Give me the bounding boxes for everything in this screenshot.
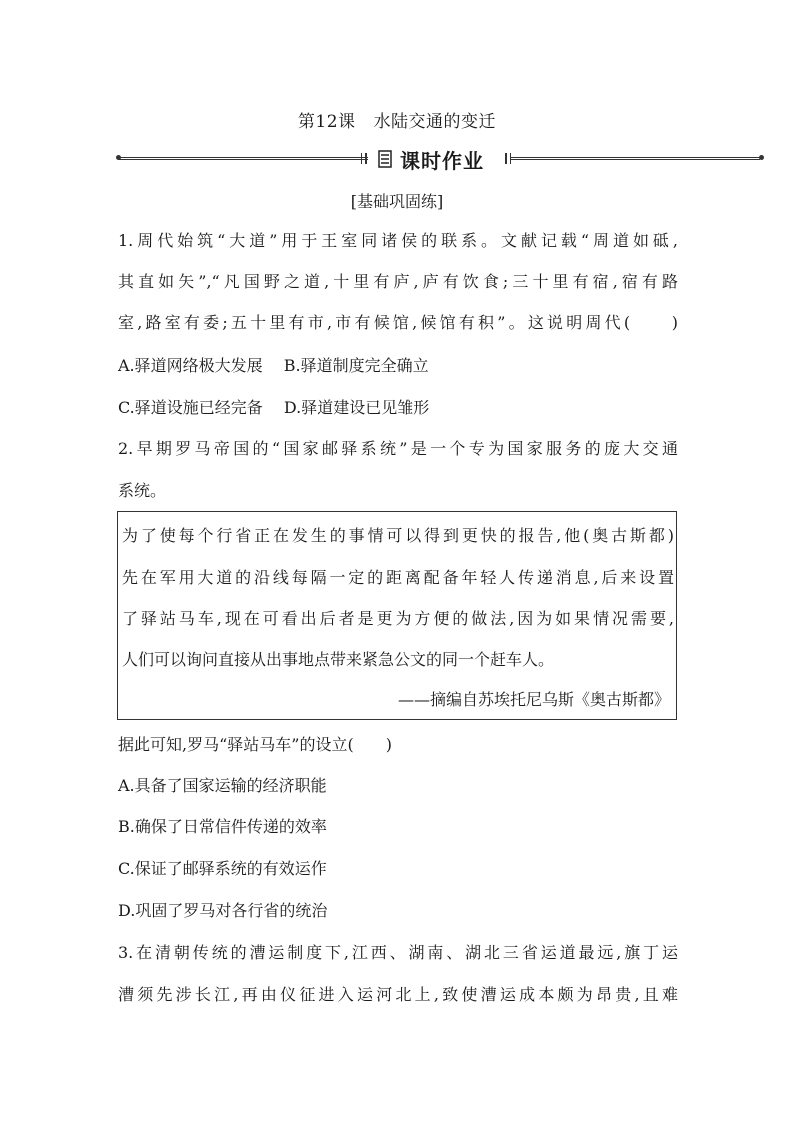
banner-label: 课时作业 (400, 149, 484, 173)
banner-rule-right (510, 157, 760, 158)
quote-line: 为了使每个行省正在发生的事情可以得到更快的报告,他(奥古斯都) (122, 526, 674, 545)
lesson-title: 水陆交通的变迁 (373, 112, 497, 132)
banner-dot-right (759, 155, 764, 160)
q2-question: 据此可知,罗马“驿站马车”的设立( ) (118, 735, 392, 754)
quote-source: ——摘编自苏埃托尼乌斯《奥古斯都》 (397, 690, 670, 709)
banner-tick (505, 153, 507, 164)
quote-box (117, 511, 677, 720)
quote-line: 了驿站马车,现在可看出后者是更为方便的做法,因为如果情况需要, (122, 609, 674, 628)
q1-stem-line3: 室,路室有委;五十里有市,市有候馆,候馆有积”。这说明周代( ) (118, 313, 678, 332)
banner-tick (365, 153, 367, 164)
q1-options-cd: C.驿道设施已经完备 D.驿道建设已见雏形 (118, 398, 430, 417)
q2-stem-line2: 系统。 (118, 481, 167, 500)
q1-options-ab: A.驿道网络极大发展 B.驿道制度完全确立 (118, 356, 429, 375)
banner-tick (361, 153, 362, 164)
q3-stem-line2: 漕须先涉长江,再由仪征进入运河北上,致使漕运成本颇为昂贵,且难 (118, 985, 678, 1004)
q2-option-c: C.保证了邮驿系统的有效运作 (118, 859, 327, 878)
page-title (0, 107, 794, 132)
q2-option-d: D.巩固了罗马对各行省的统治 (118, 901, 328, 920)
section-heading: [基础巩固练] (350, 192, 444, 211)
q1-stem-line2: 其直如矢”,“凡国野之道,十里有庐,庐有饮食;三十里有宿,宿有路 (118, 272, 678, 291)
q1-stem-line1: 1.周代始筑“大道”用于王室同诸侯的联系。文献记载“周道如砥, (118, 231, 678, 250)
quote-line: 先在军用大道的沿线每隔一定的距离配备年轻人传递消息,后来设置 (122, 568, 674, 587)
banner-center (374, 144, 502, 174)
banner-rule-left (118, 157, 368, 158)
lesson-number: 第12课 (297, 112, 356, 132)
q2-option-a: A.具备了国家运输的经济职能 (118, 776, 327, 795)
q3-stem-line1: 3.在清朝传统的漕运制度下,江西、湖南、湖北三省运道最远,旗丁运 (118, 943, 678, 962)
quote-line: 人们可以询问直接从出事地点带来紧急公文的同一个赶车人。 (122, 650, 555, 669)
q2-option-b: B.确保了日常信件传递的效率 (118, 817, 327, 836)
q2-stem-line1: 2.早期罗马帝国的“国家邮驿系统”是一个专为国家服务的庞大交通 (118, 439, 678, 458)
document-icon (378, 150, 392, 168)
homework-banner (118, 144, 762, 174)
